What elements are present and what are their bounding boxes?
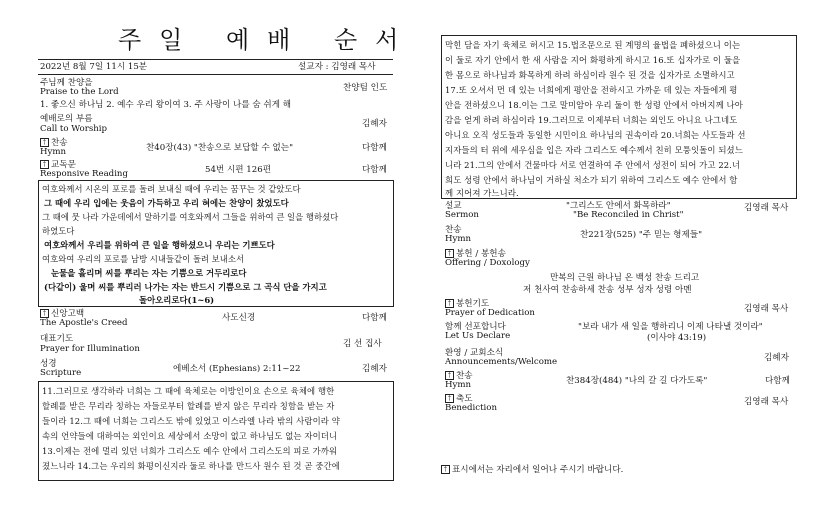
reading-line: 눈물을 흘리며 씨를 뿌리는 자는 기쁨으로 거두리로다	[51, 268, 247, 278]
scripture-line: 졌느니라 14.그는 우리의 화평이신지라 둘로 하나를 만드사 원수 된 것 곧 중간에	[42, 461, 340, 471]
item-dedication-en: Prayer of Dedication	[445, 308, 535, 318]
item-benediction-leader: 김영래 목사	[744, 397, 789, 407]
item-sermon-title: "그리스도 안에서 화목하라"	[566, 201, 671, 211]
item-hymn1-name: † 찬송	[40, 138, 68, 149]
item-scripture-ref: 에베소서 (Ephesians) 2:11~22	[173, 364, 301, 374]
scripture-line: 아니요 오직 성도들과 동일한 시민이요 하나님의 권속이라 20.너희는 사도들과 선	[445, 130, 746, 140]
item-sermon-preacher: 김영래 목사	[744, 203, 789, 213]
item-announce-en: Announcements/Welcome	[445, 357, 558, 367]
item-sermon-en: Sermon	[445, 210, 479, 220]
item-creed-leader: 다함께	[362, 313, 387, 323]
cross-icon: †	[445, 249, 454, 258]
item-hymn2-name: 찬송	[445, 225, 462, 235]
cross-icon: †	[40, 160, 49, 169]
cross-icon: †	[441, 465, 450, 474]
doxology-line: 만복의 근원 하나님 온 백성 찬송 드리고	[550, 273, 700, 283]
cross-icon: †	[445, 394, 454, 403]
date-divider	[38, 74, 393, 75]
responsive-reading-box	[38, 180, 394, 307]
item-hymn3-name: † 찬송	[445, 371, 473, 382]
item-prayer-leader: 김 선 집사	[343, 339, 382, 349]
cross-icon: †	[445, 299, 454, 308]
item-hymn1-title: 찬40장(43) "찬송으로 보답할 수 없는"	[146, 143, 294, 153]
item-hymn3-en: Hymn	[445, 380, 472, 390]
item-announce-leader: 김혜자	[764, 353, 789, 363]
item-declare-en: Let Us Declare	[445, 331, 511, 341]
doxology-line: 저 천사여 찬송하세 찬송 성부 성자 성령 아멘	[523, 285, 692, 295]
item-creed-name: † 신앙고백	[40, 309, 84, 320]
reading-line: (다같이) 울며 씨를 뿌리러 나가는 자는 반드시 기쁨으로 그 곡식 단을 가지고	[44, 282, 327, 292]
item-scripture-en: Scripture	[40, 368, 82, 378]
item-reading-leader: 다함께	[362, 165, 387, 175]
scripture-line: 17.또 오셔서 먼 데 있는 너희에게 평안을 전하시고 가까운 데 있는 자들에게 평	[445, 85, 738, 95]
item-declare-verse: "보라 내가 새 일을 행하리니 이제 나타낼 것이라"	[578, 322, 763, 332]
scripture-line: 니라 21.그의 안에서 건물마다 서로 연결하여 주 안에서 성전이 되어 가고 22.너	[445, 160, 741, 170]
item-announce-name: 환영 / 교회소식	[445, 348, 504, 358]
scripture-line: 한 몸으로 하나님과 화목하게 하려 하심이라 원수 된 것을 십자가로 소멸하시고	[445, 70, 735, 80]
item-declare-name: 함께 선포합니다	[445, 322, 506, 332]
item-dedication-name: † 봉헌기도	[445, 299, 489, 310]
item-hymn3-leader: 다함께	[765, 376, 790, 386]
footnote: † 표시에서는 자리에서 일어나 주시기 바랍니다.	[441, 465, 623, 476]
praise-songs: 1. 좋으신 하나님 2. 예수 우리 왕이여 3. 주 사랑이 나를 숨 쉬게 해	[40, 100, 292, 110]
item-praise-leader: 찬양팀 인도	[343, 83, 388, 93]
item-sermon-name: 설교	[445, 201, 462, 211]
reading-line: 돌아오리로다(1~6)	[139, 295, 215, 305]
scripture-line: 막힌 담을 자기 육체로 허시고 15.법조문으로 된 계명의 율법을 폐하셨으니 이는	[445, 40, 741, 50]
item-hymn1-leader: 다함께	[362, 143, 387, 153]
scripture-line: 지자들의 터 위에 세우심을 입은 자라 그리스도 예수께서 친히 모퉁잇돌이 되셨느	[445, 145, 743, 155]
cross-icon: †	[40, 138, 49, 147]
item-call-en: Call to Worship	[40, 124, 108, 134]
item-declare-ref: (이사야 43:19)	[647, 333, 707, 343]
item-hymn2-title: 찬221장(525) "주 믿는 형제들"	[580, 230, 703, 240]
scripture-line: 안을 전하셨으니 18.이는 그로 말미암아 우리 둘이 한 성령 안에서 아버지께 나아	[445, 100, 743, 110]
item-reading-name: † 교독문	[40, 160, 76, 171]
scripture-line: 11.그러므로 생각하라 너희는 그 때에 육체로는 이방인이요 손으로 육체에 행한	[42, 386, 335, 396]
item-hymn1-en: Hymn	[40, 147, 67, 157]
scripture-line: 이 둘로 자기 안에서 한 새 사람을 지어 화평하게 하시고 16.또 십자가로 이 둘을	[445, 55, 741, 65]
cross-icon: †	[40, 309, 49, 318]
preacher-header: 설교자 : 김영래 목사	[298, 62, 376, 72]
scripture-box-right	[441, 35, 797, 199]
scripture-line: 께 지어져 가느니라.	[445, 188, 519, 198]
reading-line: 그 때에 우리 입에는 웃음이 가득하고 우리 혀에는 찬양이 찼었도다	[44, 198, 289, 208]
item-dedication-leader: 김영래 목사	[744, 304, 789, 314]
page-title: 주일 예배 순서	[118, 26, 417, 54]
scripture-box-left	[38, 381, 394, 481]
item-praise-en: Praise to the Lord	[40, 87, 119, 97]
item-reading-title: 54번 시편 126편	[205, 165, 272, 175]
reading-line: 여호와여 우리의 포로를 남방 시내들같이 돌려 보내소서	[42, 254, 245, 264]
item-praise-name: 주님께 찬양을	[40, 78, 93, 88]
scripture-line: 감을 얻게 하려 하심이라 19.그러므로 이제부터 너희는 외인도 아니요 나그네도	[445, 115, 738, 125]
item-benediction-name: † 축도	[445, 394, 473, 405]
item-offering-en: Offering / Doxology	[445, 258, 530, 268]
item-scripture-leader: 김혜자	[362, 364, 387, 374]
item-creed-en: The Apostle's Creed	[40, 318, 128, 328]
item-prayer-en: Prayer for Illumination	[40, 344, 140, 354]
item-scripture-name: 성경	[40, 359, 57, 369]
reading-line: 여호와께서 시온의 포로를 돌려 보내실 때에 우리는 꿈꾸는 것 같았도다	[42, 184, 301, 194]
scripture-line: 할례를 받은 무리라 칭하는 자들로부터 할례를 받지 않은 무리라 칭함을 받는 자	[42, 401, 335, 411]
reading-line: 그 때에 뭇 나라 가운데에서 말하기를 여호와께서 그들을 위하여 큰 일을 행하셨다	[42, 212, 339, 222]
service-date: 2022년 8월 7일 11시 15분	[40, 62, 148, 72]
item-sermon-title-en: "Be Reconciled in Christ"	[573, 210, 684, 220]
item-call-leader: 김혜자	[362, 119, 387, 129]
item-creed-title: 사도신경	[222, 313, 256, 323]
title-divider	[38, 59, 393, 60]
item-call-name: 예배로의 부름	[40, 114, 93, 124]
item-hymn3-title: 찬384장(484) "나의 갈 길 다가도록"	[566, 376, 708, 386]
cross-icon: †	[445, 371, 454, 380]
scripture-line: 속의 언약들에 대하여는 외인이요 세상에서 소망이 없고 하나님도 없는 자이더니	[42, 431, 338, 441]
scripture-line: 들이라 12.그 때에 너희는 그리스도 밖에 있었고 이스라엘 나라 밖의 사람이라 약	[42, 416, 340, 426]
reading-line: 여호와께서 우리를 위하여 큰 일을 행하셨으니 우리는 기쁘도다	[44, 240, 275, 250]
item-reading-en: Responsive Reading	[40, 169, 128, 179]
item-hymn2-en: Hymn	[445, 234, 472, 244]
item-offering-name: † 봉헌 / 봉헌송	[445, 249, 506, 260]
item-benediction-en: Benediction	[445, 403, 497, 413]
scripture-line: 13.이제는 전에 멀리 있던 너희가 그리스도 예수 안에서 그리스도의 피로 가까워	[42, 446, 338, 456]
scripture-line: 희도 성령 안에서 하나님이 거하실 처소가 되기 위하여 그리스도 예수 안에서 함	[445, 175, 738, 185]
reading-line: 하였도다	[42, 226, 75, 236]
item-prayer-name: 대표기도	[40, 334, 74, 344]
